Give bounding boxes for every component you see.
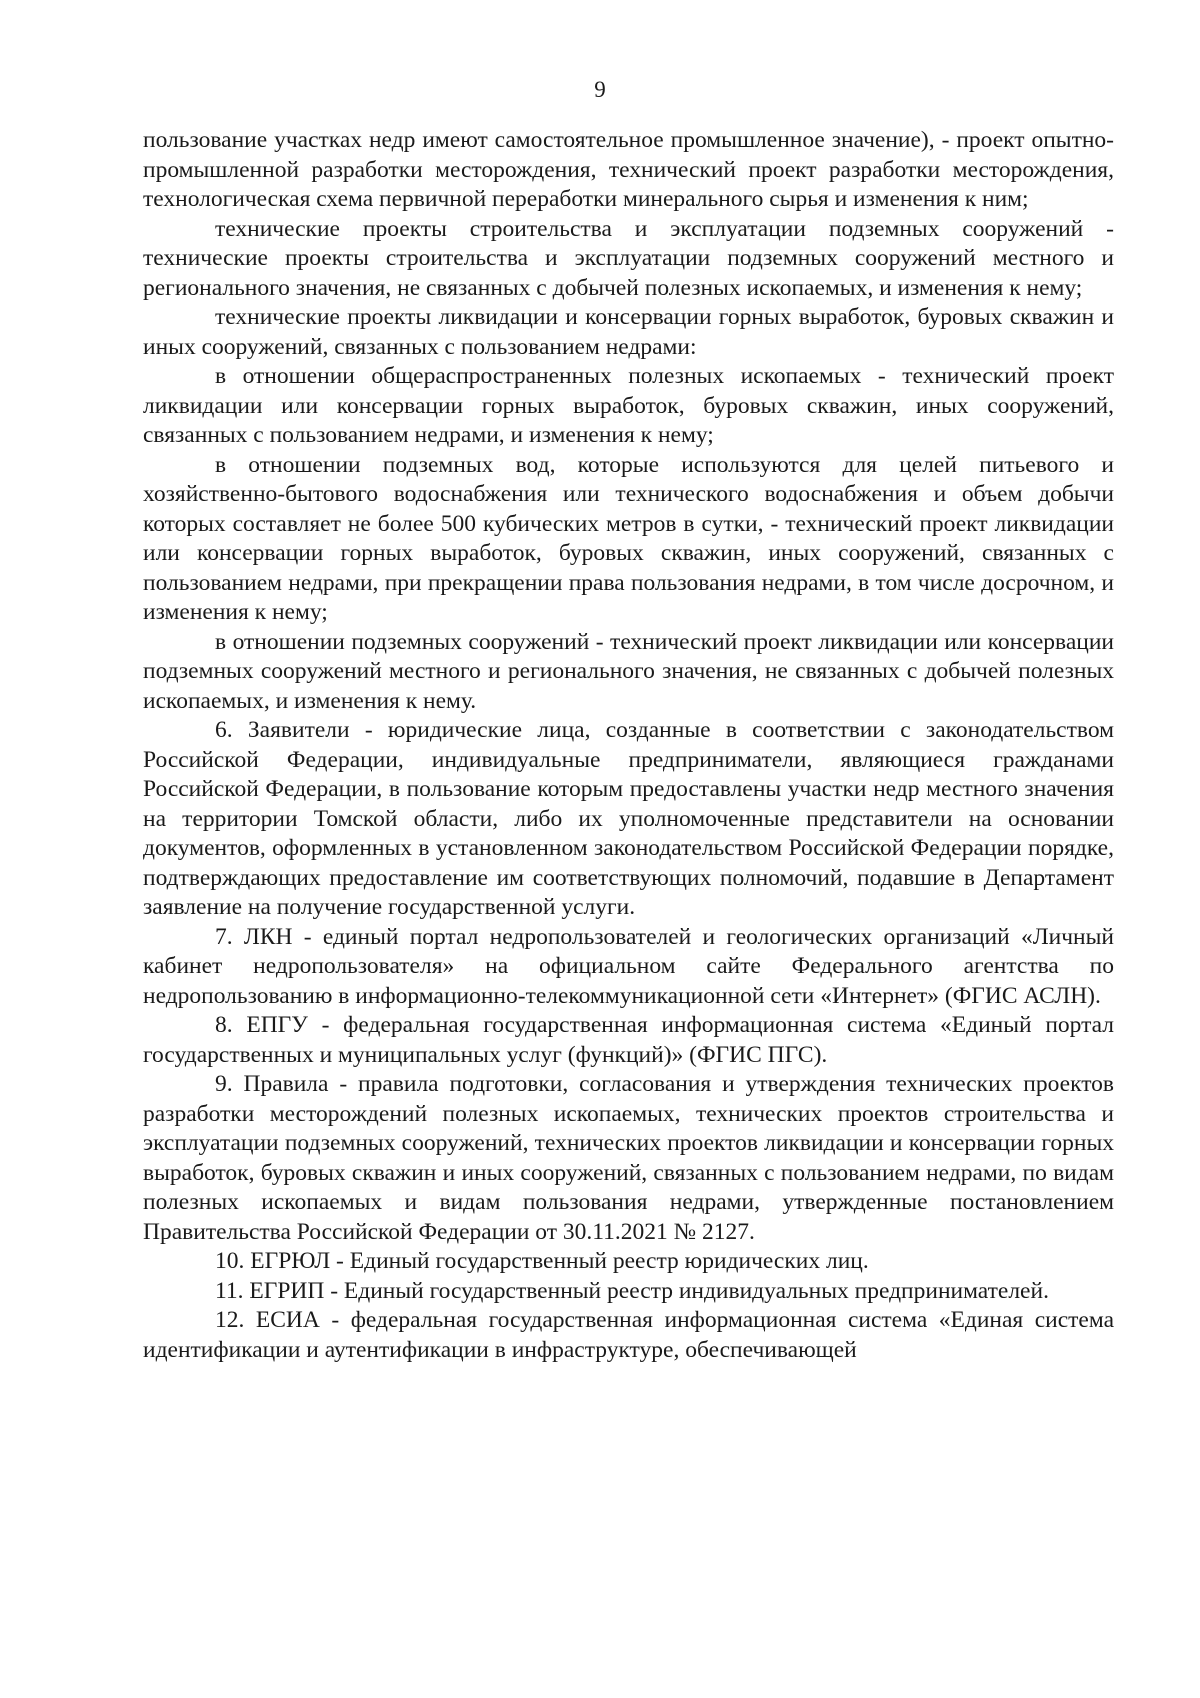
- page-number: 9: [594, 77, 606, 102]
- paragraph-item-9-rules: 9. Правила - правила подготовки, согласования и утверждения технических проектов разработки месторождений полезных ископаемых, технических проектов строительства и эксплуатации подземных сооружений, технических проектов ликвидации и консервации горных выработок, буровых скважин и иных сооружений, связанных с пользованием недрами, по видам полезных ископаемых и видам пользования недрами, утвержденные постановлением Правительства Российской Федерации от 30.11.2021 № 2127.: [143, 1071, 1114, 1245]
- paragraph-item-6-applicants: 6. Заявители - юридические лица, созданные в соответствии с законодательством Российской Федерации, индивидуальные предприниматели, являющиеся гражданами Российской Федерации, в пользование которым предоставлены участки недр местного значения на территории Томской области, либо их уполномоченные представители на основании документов, оформленных в установленном законодательством Российской Федерации порядке, подтверждающих предоставление им соответствующих полномочий, подавшие в Департамент заявление на получение государственной услуги.: [143, 717, 1114, 920]
- paragraph-item-7-lkn: 7. ЛКН - единый портал недропользователей и геологических организаций «Личный кабинет недропользователя» на официальном сайте Федерального агентства по недропользованию в информационно-телекоммуникационной сети «Интернет» (ФГИС АСЛН).: [143, 923, 1114, 1009]
- paragraph-liquidation-projects: технические проекты ликвидации и консервации горных выработок, буровых скважин и иных сооружений, связанных с пользованием недрами:: [143, 304, 1114, 360]
- paragraph-item-8-epgu: 8. ЕПГУ - федеральная государственная информационная система «Единый портал государственных и муниципальных услуг (функций)» (ФГИС ПГС).: [143, 1012, 1114, 1068]
- paragraph-underground-structures-projects: технические проекты строительства и эксплуатации подземных сооружений - технические проекты строительства и эксплуатации подземных сооружений местного и регионального значения, не связанных с добычей полезных ископаемых, и изменения к нему;: [143, 215, 1114, 301]
- document-body: [143, 126, 1114, 1365]
- paragraph-underground-structures: в отношении подземных сооружений - технический проект ликвидации или консервации подземных сооружений местного и регионального значения, не связанных с добычей полезных ископаемых, и изменения к нему.: [143, 628, 1114, 714]
- paragraph-groundwater: в отношении подземных вод, которые используются для целей питьевого и хозяйственно-бытового водоснабжения или технического водоснабжения и объем добычи которых составляет не более 500 кубических метров в сутки, - технический проект ликвидации или консервации горных выработок, буровых скважин, иных сооружений, связанных с пользованием недрами, при прекращении права пользования недрами, в том числе досрочном, и изменения к нему;: [143, 451, 1114, 625]
- paragraph-continuation: пользование участках недр имеют самостоятельное промышленное значение), - проект опытно-промышленной разработки месторождения, технический проект разработки месторождения, технологическая схема первичной переработки минерального сырья и изменения к ним;: [143, 127, 1114, 212]
- paragraph-item-12-esia: 12. ЕСИА - федеральная государственная информационная система «Единая система идентификации и аутентификации в инфраструктуре, обеспечивающей: [143, 1307, 1114, 1363]
- paragraph-common-minerals: в отношении общераспространенных полезных ископаемых - технический проект ликвидации или консервации горных выработок, буровых скважин, иных сооружений, связанных с пользованием недрами, и изменения к нему;: [143, 363, 1114, 448]
- paragraph-item-11-egrip: 11. ЕГРИП - Единый государственный реестр индивидуальных предпринимателей.: [215, 1277, 1049, 1304]
- paragraph-item-10-egrul: 10. ЕГРЮЛ - Единый государственный реестр юридических лиц.: [215, 1248, 869, 1274]
